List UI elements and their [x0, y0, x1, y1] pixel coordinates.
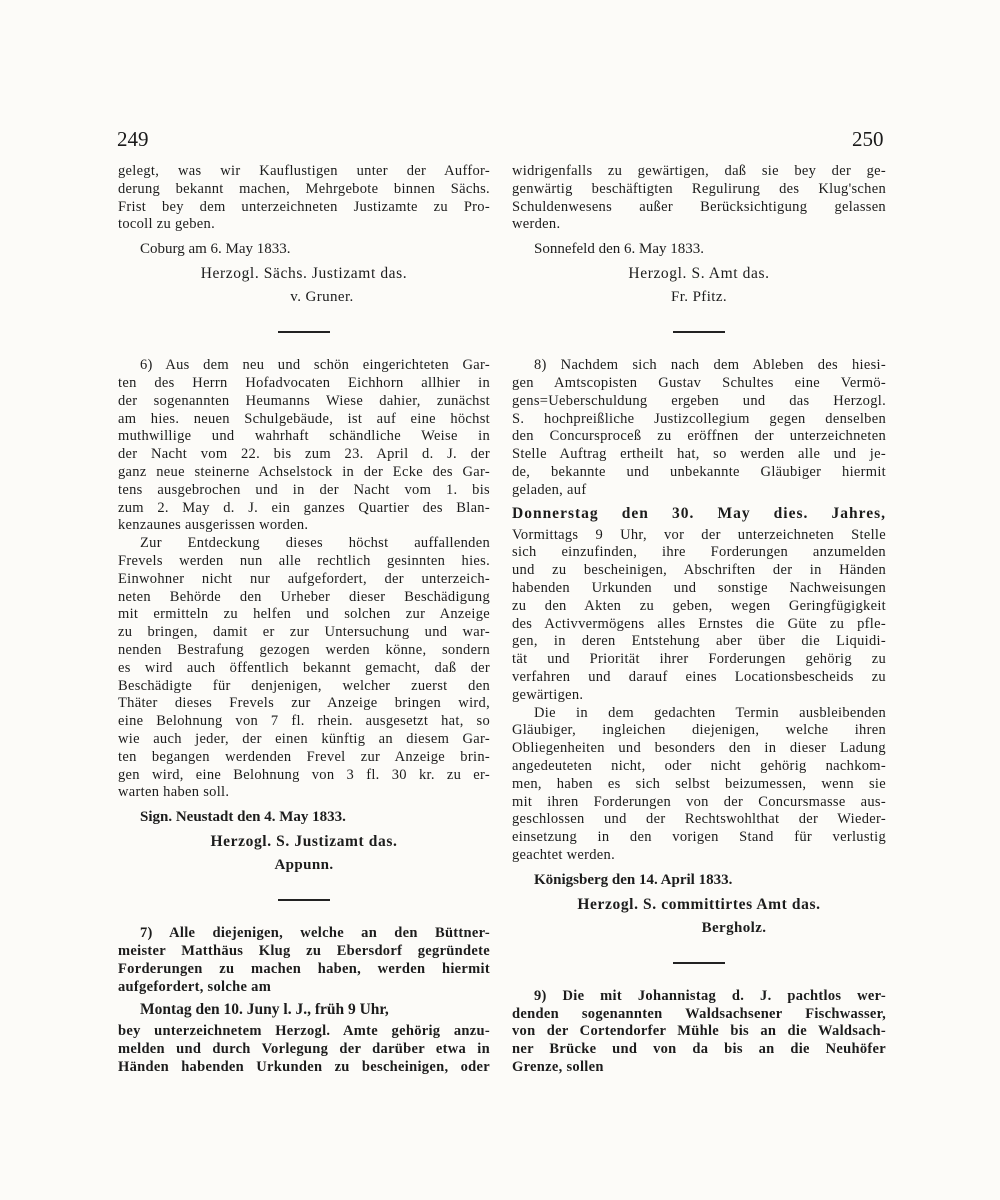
- text-line: bey unterzeichnetem Herzogl. Amte gehörig anzu-: [118, 1023, 490, 1040]
- text-line: geachtet werden.: [512, 846, 616, 863]
- issuing-authority: Herzogl. S. Justizamt das.: [210, 833, 398, 851]
- text-line: de, bekannte und unbekannte Gläubiger hiermit: [512, 463, 886, 480]
- column-left: [118, 163, 490, 1077]
- page-number-right: 250: [852, 127, 884, 151]
- text-line: am hies. neuen Schulgebäude, ist auf eine höchst: [118, 410, 490, 427]
- text-line: gewärtigen.: [512, 686, 584, 703]
- signatory-name: Bergholz.: [701, 919, 767, 936]
- text-line: genwärtig beschäftigten Regulirung des Klug'schen: [512, 180, 886, 197]
- text-line: angedeuteten nicht, oder nicht gehörig nachkom-: [512, 757, 886, 774]
- paragraph: [118, 925, 490, 996]
- text-line: Zur Entdeckung dieses höchst auffallenden: [140, 535, 490, 552]
- text-line: und zu bescheinigen, Abschriften der in Händen: [512, 562, 886, 579]
- place-and-date: Sonnefeld den 6. May 1833.: [534, 241, 704, 258]
- place-and-date: Königsberg den 14. April 1833.: [534, 871, 733, 888]
- text-line: gen, in deren Entstehung aber über die Liquidi-: [512, 633, 886, 650]
- signatory-name: Appunn.: [274, 857, 334, 874]
- text-line: der sogenannten Heumanns Wiese dahier, zunächst: [118, 392, 490, 409]
- text-line: ner Brücke und von da bis an die Neuhöfer: [512, 1041, 886, 1058]
- text-line: Schuldenwesens außer Berücksichtigung gelassen: [512, 198, 886, 215]
- text-line: Beschädigte für denjenigen, welcher zuerst den: [118, 677, 490, 694]
- text-line: denden sogenannten Waldsachsener Fischwasser,: [512, 1005, 886, 1022]
- text-line: werden.: [512, 216, 561, 233]
- place-and-date: Sign. Neustadt den 4. May 1833.: [140, 809, 346, 826]
- separator-rule: [673, 962, 725, 964]
- text-line: gen wird, eine Belohnung von 3 fl. 30 kr. zu er-: [118, 766, 490, 783]
- text-line: gen Amtscopisten Gustav Schultes eine Vermö-: [512, 374, 886, 391]
- place-and-date: Coburg am 6. May 1833.: [140, 241, 291, 258]
- notice: [118, 163, 490, 307]
- text-line: Thäter dieses Frevels zur Anzeige bringen wird,: [118, 695, 490, 712]
- paragraph: [118, 163, 490, 234]
- notice: [118, 357, 490, 875]
- text-line: ten begangen werdenden Frevel zur Anzeige brin-: [118, 748, 490, 765]
- paragraph: [118, 1023, 490, 1076]
- paragraph: [512, 527, 886, 705]
- text-line: Frevels werden nun alle rechtlich gesinnten hies.: [118, 552, 490, 569]
- text-line: Einwohner nicht nur aufgefordert, der unterzeich-: [118, 570, 490, 587]
- text-line: einsetzung in den vorigen Stand für verlustig: [512, 829, 886, 846]
- text-line: widrigenfalls zu gewärtigen, daß sie bey der ge-: [512, 163, 886, 179]
- text-line: eine Belohnung von 7 fl. rhein. ausgesetzt hat, so: [118, 713, 490, 730]
- text-line: ten des Herrn Hofadvocaten Eichhorn allhier in: [118, 374, 490, 391]
- text-line: Frist bey dem unterzeichneten Justizamte zu Pro-: [118, 198, 490, 215]
- text-line: 7) Alle diejenigen, welche an den Büttner-: [140, 925, 490, 942]
- text-line: es wird auch öffentlich bekannt gemacht, daß der: [118, 659, 490, 676]
- text-line: 8) Nachdem sich nach dem Ableben des hiesi-: [534, 357, 886, 374]
- paragraph: [512, 988, 886, 1077]
- text-line: meister Matthäus Klug zu Ebersdorf gegründete: [118, 942, 490, 959]
- text-line: zu den Akten zu geben, wegen Geringfügigkeit: [512, 597, 886, 614]
- text-line: kenzaunes ausgerissen worden.: [118, 517, 309, 534]
- text-line: des Activvermögens alles Ernstes die Güte zu pfle-: [512, 615, 886, 632]
- text-line: Händen habenden Urkunden zu bescheinigen, oder: [118, 1058, 490, 1075]
- paragraph: [512, 357, 886, 499]
- text-line: habenden Urkunden und sonstige Nachweisungen: [512, 579, 886, 596]
- notice: [512, 163, 886, 307]
- text-line: Grenze, sollen: [512, 1058, 604, 1075]
- paragraph: [118, 535, 490, 802]
- text-line: neten Behörde den Urheber dieser Beschädigung: [118, 588, 490, 605]
- paragraph: [118, 357, 490, 535]
- text-line: Stelle Auftrag ertheilt hat, so werden alle und je-: [512, 446, 886, 463]
- text-line: Obliegenheiten und besonders den in dieser Ladung: [512, 740, 886, 757]
- page-number-left: 249: [117, 127, 149, 151]
- text-line: sich einzufinden, ihre Forderungen anzumelden: [512, 544, 886, 561]
- text-line: Vormittags 9 Uhr, vor der unterzeichneten Stelle: [512, 526, 886, 543]
- text-line: ganz neue steinerne Achselstock in der Ecke des Gar-: [118, 463, 490, 480]
- appointment-date: Montag den 10. Juny l. J., früh 9 Uhr,: [140, 1001, 389, 1019]
- signatory-name: v. Gruner.: [290, 289, 354, 306]
- text-line: tät und Priorität ihrer Forderungen gehörig zu: [512, 651, 886, 668]
- text-line: Gläubiger, ingleichen diejenigen, welche ihren: [512, 722, 886, 739]
- notice: [512, 357, 886, 938]
- text-line: Die in dem gedachten Termin ausbleibenden: [534, 704, 886, 721]
- appointment-date: Donnerstag den 30. May dies. Jahres,: [512, 504, 886, 522]
- issuing-authority: Herzogl. Sächs. Justizamt das.: [200, 265, 408, 283]
- notice: [118, 925, 490, 1077]
- text-line: mit ihren Forderungen von der Concursmasse aus-: [512, 793, 886, 810]
- text-line: Forderungen zu machen haben, werden hiermit: [118, 960, 490, 977]
- text-line: men, haben es sich selbst beizumessen, wenn sie: [512, 775, 886, 792]
- text-line: gens=Ueberschuldung ergeben und das Herzogl.: [512, 392, 886, 409]
- text-line: mit ermitteln zu helfen und solchen zur Anzeige: [118, 606, 490, 623]
- column-right: [512, 163, 886, 1077]
- text-line: verfahren und darauf eines Locationsbescheids zu: [512, 668, 886, 685]
- text-line: geschlossen und der Rechtswohlthat der Wieder-: [512, 811, 886, 828]
- text-line: nenden Bestrafung gezogen werden könne, sondern: [118, 641, 490, 658]
- text-line: zu bringen, damit er zur Untersuchung und war-: [118, 624, 490, 641]
- issuing-authority: Herzogl. S. Amt das.: [628, 265, 770, 283]
- separator-rule: [673, 331, 725, 333]
- issuing-authority: Herzogl. S. committirtes Amt das.: [577, 895, 821, 913]
- signatory-name: Fr. Pfitz.: [670, 289, 728, 306]
- paragraph: [512, 705, 886, 865]
- separator-rule: [278, 331, 330, 333]
- paragraph: [512, 163, 886, 234]
- text-line: der Nacht vom 22. bis zum 23. April d. J. der: [118, 446, 490, 463]
- text-line: von der Cortendorfer Mühle bis an die Waldsach-: [512, 1023, 886, 1040]
- text-line: gelegt, was wir Kauflustigen unter der Auffor-: [118, 163, 490, 179]
- notice: [512, 988, 886, 1077]
- text-line: warten haben soll.: [118, 784, 230, 801]
- text-line: melden und durch Vorlegung der darüber etwa in: [118, 1041, 490, 1058]
- separator-rule: [278, 899, 330, 901]
- text-line: derung bekannt machen, Mehrgebote binnen Sächs.: [118, 180, 490, 197]
- text-line: tens ausgebrochen und in der Nacht vom 1. bis: [118, 481, 490, 498]
- text-line: muthwillige und wahrhaft schändliche Weise in: [118, 428, 490, 445]
- text-line: 9) Die mit Johannistag d. J. pachtlos wer-: [534, 987, 886, 1004]
- text-line: den Concursproceß zu eröffnen der unterzeichneten: [512, 428, 886, 445]
- text-line: aufgefordert, solche am: [118, 978, 272, 995]
- text-line: zum 2. May d. J. ein ganzes Quartier des Blan-: [118, 499, 490, 516]
- text-line: S. hochpreißliche Justizcollegium gegen denselben: [512, 410, 886, 427]
- text-line: tocoll zu geben.: [118, 216, 216, 233]
- text-line: 6) Aus dem neu und schön eingerichteten Gar-: [140, 357, 490, 374]
- text-line: wie auch jeder, der einen künftig an diesem Gar-: [118, 730, 490, 747]
- text-line: geladen, auf: [512, 481, 587, 498]
